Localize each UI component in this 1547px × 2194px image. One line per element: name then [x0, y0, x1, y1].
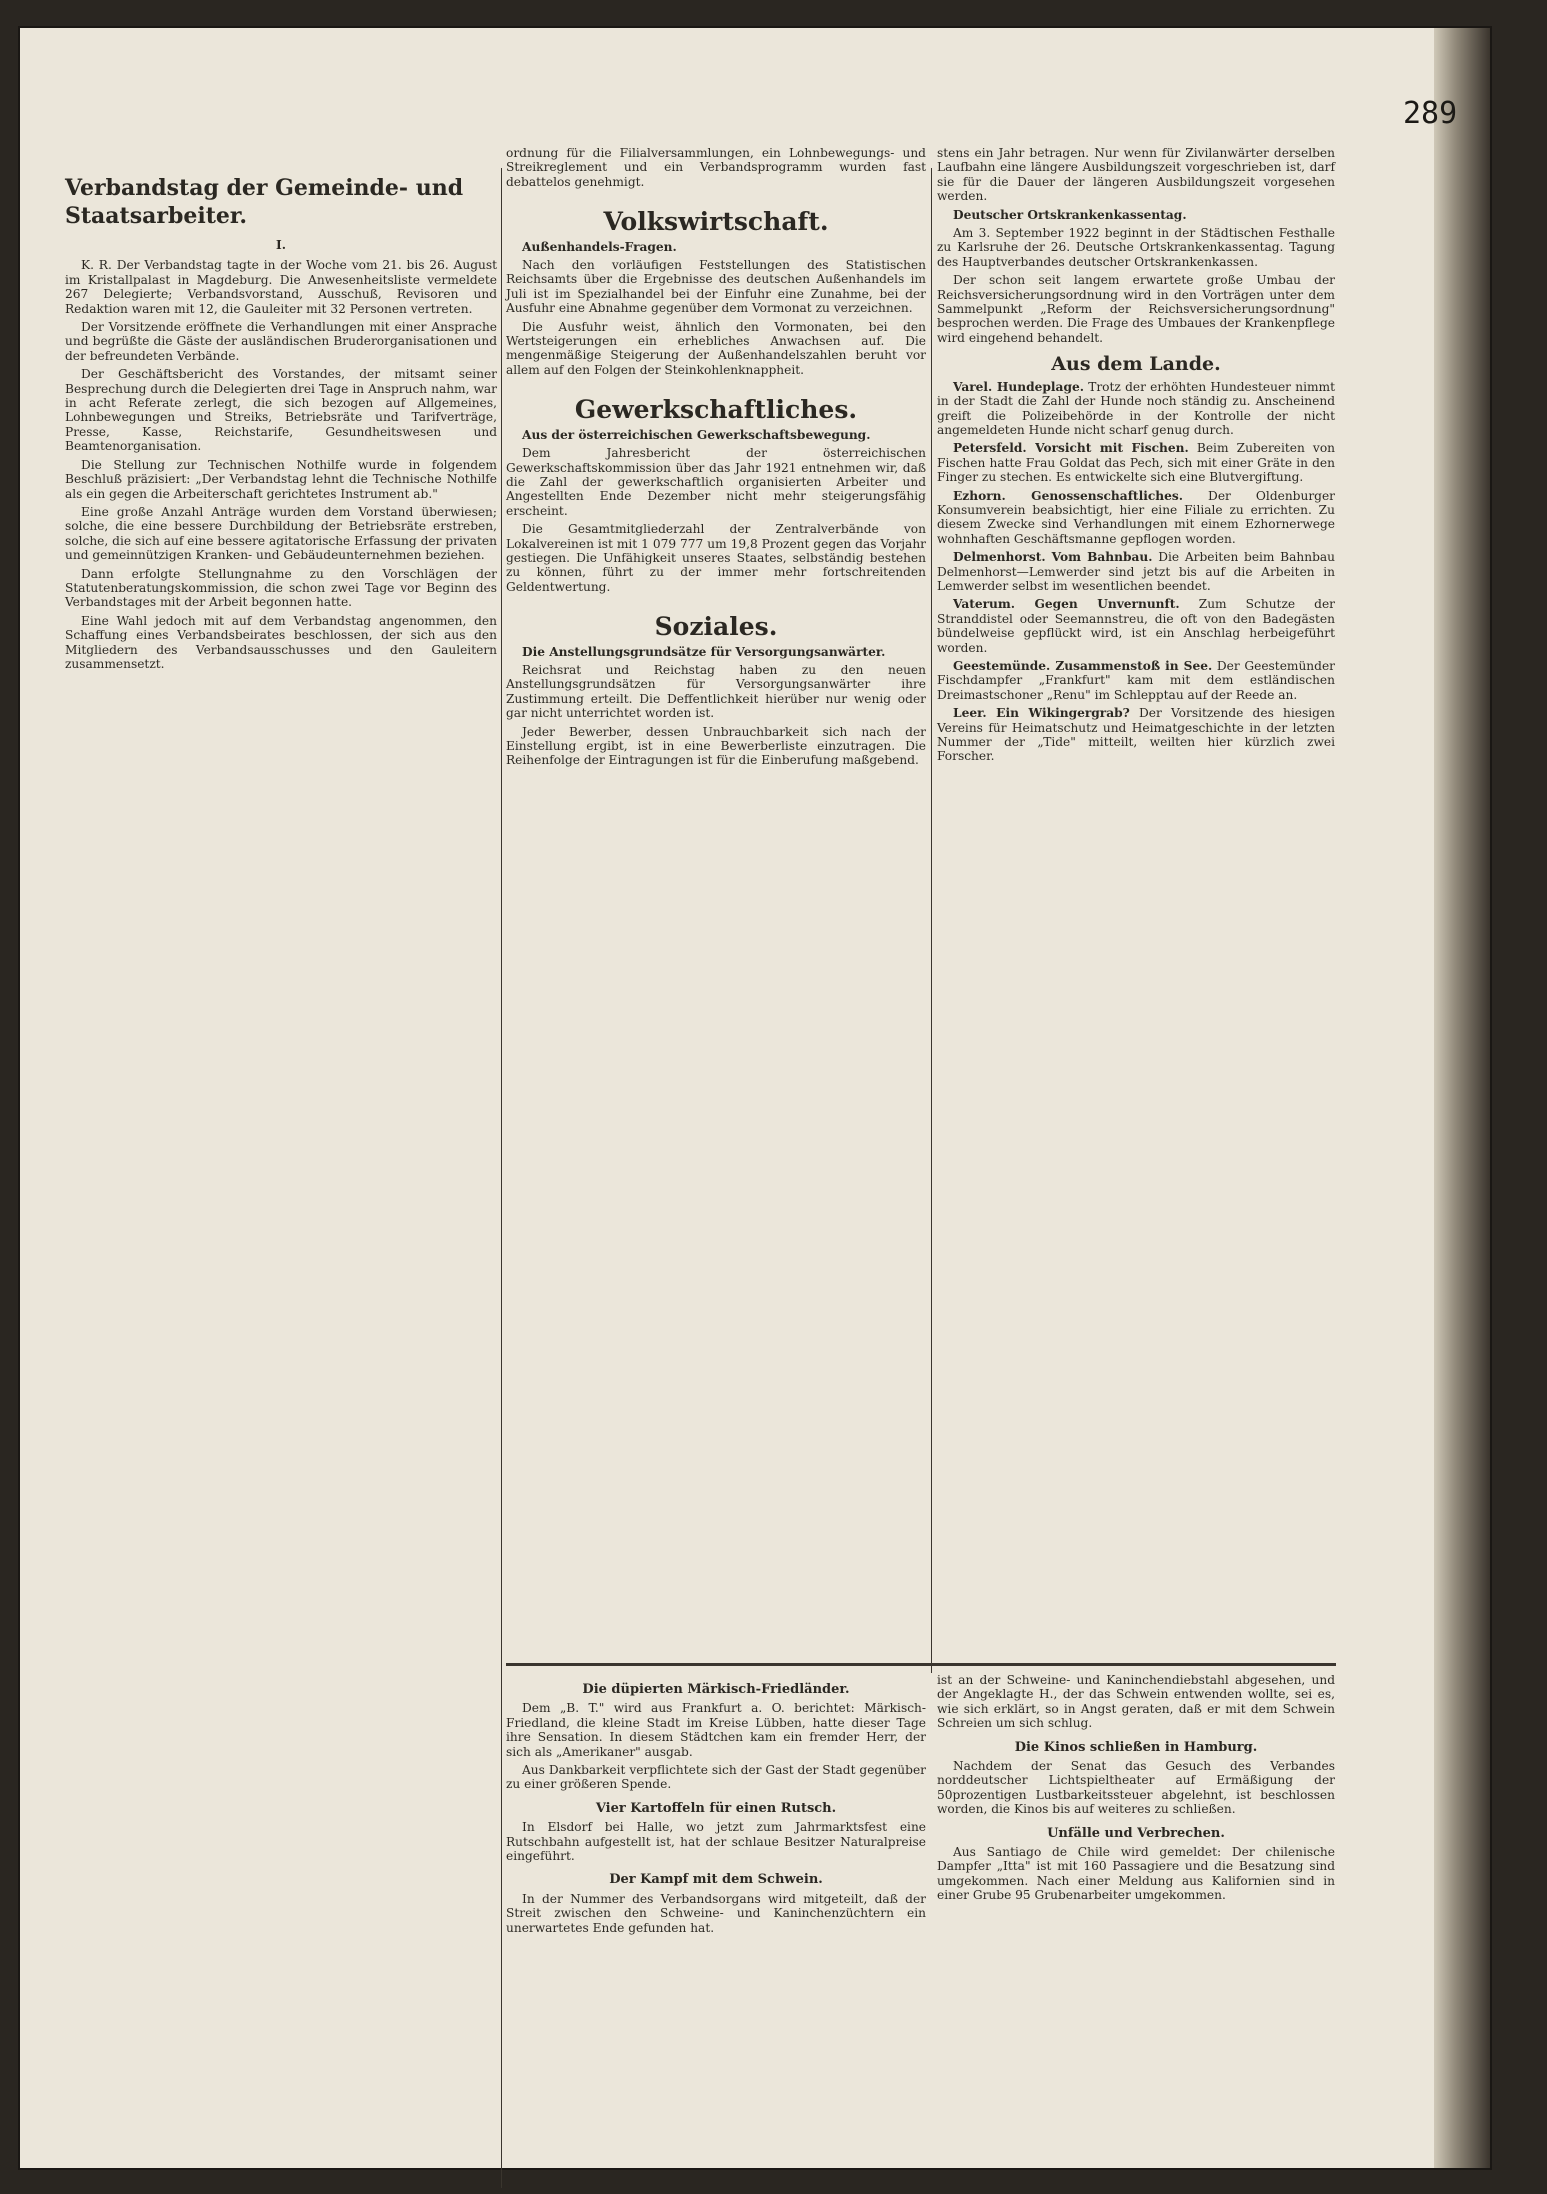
page-number: 289 [1403, 96, 1458, 131]
article-title: Vier Kartoffeln für einen Rutsch. [595, 1800, 837, 1816]
paragraph: In Elsdorf bei Halle, wo jetzt zum Jahrmarktsfest eine Rutschbahn aufgestellt ist, hat der schlaue Besitzer Naturalpreise eingeführt. [506, 1820, 926, 1864]
paragraph: Der Vorsitzende eröffnete die Verhandlungen mit einer Ansprache und begrüßte die Gäste der ausländischen Bruderorganisationen und der befreundeten Verbände. [65, 320, 497, 363]
local-lead: Petersfeld. Vorsicht mit Fischen. [953, 441, 1189, 456]
local-text: Der Geestemünder Fischdampfer „Frankfurt" kam mit dem estländischen Dreimastschoner „Renu" im Schlepptau auf der Reede an. [937, 659, 1335, 702]
column-2 [506, 146, 926, 772]
section-title-volkswirtschaft: Volkswirtschaft. [603, 207, 829, 237]
lower-column-2 [506, 1673, 926, 1939]
local-text: Beim Zubereiten von Fischen hatte Frau Goldat das Pech, sich mit einer Gräte in den Finger zu stechen. Es entwickelte sich eine Blutvergiftung. [937, 441, 1336, 485]
paragraph: Dann erfolgte Stellungnahme zu den Vorschlägen der Statutenberatungskommission, die schon zwei Tage vor Beginn des Verbandstages mit der Arbeit begonnen hatte. [65, 566, 497, 610]
local-lead: Varel. Hundeplage. [953, 379, 1084, 394]
column-3 [937, 146, 1335, 768]
local-text: Zum Schutze der Stranddistel oder Seemannstreu, die oft von den Badegästen bündelweise gepflückt wird, ist ein Anschlag herbeigeführt worden. [937, 597, 1335, 655]
local-lead: Leer. Ein Wikingergrab? [953, 706, 1130, 721]
paragraph: Jeder Bewerber, dessen Unbrauchbarkeit sich nach der Einstellung ergibt, ist in eine Bewerberliste einzutragen. Die Reihenfolge der Eintragungen ist für die Einberufung maßgebend. [506, 724, 926, 768]
paragraph: Die Gesamtmitgliederzahl der Zentralverbände von Lokalvereinen ist mit 1 079 777 um 19,8 Prozent gegen das Vorjahr gestiegen. Die Unfähigkeit unseres Staates, selbständig bestehen zu können, führt zu der immer mehr fortschreitenden Geldentwertung. [506, 522, 926, 594]
section-title-soziales: Soziales. [654, 612, 778, 642]
paragraph: Nachdem der Senat das Gesuch des Verbandes norddeutscher Lichtspieltheater auf Ermäßigung der 50prozentigen Lustbarkeitssteuer abgelehnt, ist beschlossen worden, die Kinos bis auf weiteres zu schließen. [937, 1759, 1335, 1817]
article-lead: Aus der österreichischen Gewerkschaftsbewegung. [522, 427, 871, 442]
local-text: Der Oldenburger Konsumverein beabsichtigt, hier eine Filiale zu errichten. Zu diesem Zwecke sind Verhandlungen mit einem Ezhornerwege wohnhaften Geschäftsmanne gepflogen worden. [937, 488, 1335, 546]
paragraph: ist an der Schweine- und Kaninchendiebstahl abgesehen, und der Angeklagte H., der das Schwein entwenden wollte, sei es, wie sich erklärt, so in Angst geraten, daß er mit dem Schwein Schreien um sich schlug. [937, 1673, 1335, 1731]
paragraph: stens ein Jahr betragen. Nur wenn für Zivilanwärter derselben Laufbahn eine längere Ausbildungszeit vorgeschrieben ist, darf sie für die Dauer der längeren Ausbildungszeit vorgesehen werden. [937, 146, 1335, 204]
paragraph: Der Geschäftsbericht des Vorstandes, der mitsamt seiner Besprechung durch die Delegierten drei Tage in Anspruch nahm, war in acht Referate zerlegt, die sich bezogen auf Allgemeines, Lohnbewegungen und Streiks, Betriebsräte und Tarifverträge, Presse, Kasse, Reichstarife, Gesundheitswesen und Beamtenorganisation. [65, 367, 497, 454]
paragraph: Nach den vorläufigen Feststellungen des Statistischen Reichsamts über die Ergebnisse des deutschen Außenhandels im Juli ist im Spezialhandel bei der Einfuhr eine Zunahme, bei der Ausfuhr eine Abnahme gegenüber dem Vormonat zu verzeichnen. [506, 258, 926, 316]
paragraph: Die Stellung zur Technischen Nothilfe wurde in folgendem Beschluß präzisiert: „Der Verbandstag lehnt die Technische Nothilfe als ein gegen die Arbeiterschaft gerichtetes Instrument ab." [65, 457, 497, 501]
paragraph: Reichsrat und Reichstag haben zu den neuen Anstellungsgrundsätzen für Versorgungsanwärter ihre Zustimmung erteilt. Die Deffentlichkeit hierüber nur wenig oder gar nicht unterrichtet worden ist. [506, 662, 926, 721]
section-number: I. [276, 238, 286, 252]
local-lead: Delmenhorst. Vom Bahnbau. [953, 550, 1153, 565]
local-lead: Vaterum. Gegen Unvernunft. [953, 597, 1180, 612]
paragraph: Die Ausfuhr weist, ähnlich den Vormonaten, bei den Wertsteigerungen ein erhebliches Anwachsen auf. Die mengenmäßige Steigerung der Außenhandelszahlen beruht vor allem auf den Folgen der Steinkohlenknappheit. [506, 319, 926, 377]
paragraph: Aus Santiago de Chile wird gemeldet: Der chilenische Dampfer „Itta" ist mit 160 Passagiere und die Besatzung sind umgekommen. Nach einer Meldung aus Kalifornien sind in einer Grube 95 Grubenarbeiter umgekommen. [937, 1845, 1335, 1903]
paragraph: Dem „B. T." wird aus Frankfurt a. O. berichtet: Märkisch-Friedland, die kleine Stadt im Kreise Lübben, hatte dieser Tage ihre Sensation. In diesem Städtchen kam ein fremder Herr, der sich als „Amerikaner" ausgab. [506, 1701, 926, 1759]
local-lead: Ezhorn. Genossenschaftliches. [953, 488, 1183, 503]
section-title-aus-dem-lande: Aus dem Lande. [1051, 353, 1221, 376]
paragraph: Am 3. September 1922 beginnt in der Städtischen Festhalle zu Karlsruhe der 26. Deutsche Ortskrankenkassentag. Tagung des Hauptverbandes deutscher Ortskrankenkassen. [937, 226, 1335, 269]
article-title: Die Kinos schließen in Hamburg. [1014, 1739, 1258, 1755]
section-divider [506, 1663, 1336, 1666]
article-lead: Deutscher Ortskrankenkassentag. [953, 207, 1187, 222]
article-lead: Die Anstellungsgrundsätze für Versorgungsanwärter. [522, 644, 886, 659]
local-text: Der Vorsitzende des hiesigen Vereins für Heimatschutz und Heimatgeschichte in der letzten Nummer der „Tide" mitteilt, weilten hier kürzlich zwei Forscher. [937, 706, 1335, 764]
paragraph: Dem Jahresbericht der österreichischen Gewerkschaftskommission über das Jahr 1921 entnehmen wir, daß die Zahl der gewerkschaftlich organisierten Arbeiter und Angestellten Ende Dezember nicht mehr steigerungsfähig erscheint. [506, 446, 926, 518]
column-1 [65, 146, 497, 675]
local-text: Die Arbeiten beim Bahnbau Delmenhorst—Lemwerder sind jetzt bis auf die Arbeiten in Lemwerder selbst im wesentlichen beendet. [937, 550, 1336, 593]
paragraph: In der Nummer des Verbandsorgans wird mitgeteilt, daß der Streit zwischen den Schweine- und Kaninchenzüchtern ein unerwartetes Ende gefunden hat. [506, 1891, 926, 1935]
column-divider [501, 168, 502, 2188]
book-binding [1434, 28, 1490, 2168]
paragraph: Eine Wahl jedoch mit auf dem Verbandstag angenommen, den Schaffung eines Verbandsbeirates beschlossen, der sich aus den Mitgliedern des Verbandsausschusses und den Gauleitern zusammensetzt. [65, 613, 497, 671]
local-text: Trotz der erhöhten Hundesteuer nimmt in der Stadt die Zahl der Hunde noch ständig zu. Anscheinend greift die Polizeibehörde in der Kontrolle der nicht angemeldeten Hunde nicht scharf genug durch. [937, 379, 1335, 437]
article-title: Unfälle und Verbrechen. [1047, 1825, 1225, 1841]
section-title-gewerkschaftliches: Gewerkschaftliches. [574, 395, 858, 425]
article-title: Der Kampf mit dem Schwein. [609, 1872, 823, 1888]
local-lead: Geestemünde. Zusammenstoß in See. [953, 659, 1213, 673]
column-divider [931, 168, 932, 1673]
paragraph: Eine große Anzahl Anträge wurden dem Vorstand überwiesen; solche, die eine bessere Durchbildung der Betriebsräte erstreben, solche, die sich auf eine bessere agitatorische Erfassung der privaten und gemeinnützigen Kranken- und Gebäudeunternehmen beziehen. [65, 504, 497, 563]
paragraph: Aus Dankbarkeit verpflichtete sich der Gast der Stadt gegenüber zu einer größeren Spende. [506, 1763, 926, 1792]
article-title: Die düpierten Märkisch-Friedländer. [582, 1682, 850, 1697]
newspaper-page [20, 28, 1490, 2168]
article-lead: Außenhandels-Fragen. [522, 239, 677, 254]
paragraph: K. R. Der Verbandstag tagte in der Woche vom 21. bis 26. August im Kristallpalast in Magdeburg. Die Anwesenheitsliste vermeldete 267 Delegierte; Verbandsvorstand, Ausschuß, Revisoren und Redaktion waren mit 12, die Gauleiter mit 32 Personen vertreten. [65, 258, 497, 316]
lower-column-3 [937, 1673, 1335, 1907]
paragraph: ordnung für die Filialversammlungen, ein Lohnbewegungs- und Streikreglement und ein Verbandsprogramm wurden fast debattelos genehmigt. [506, 146, 926, 189]
headline-verbandstag: Verbandstag der Gemeinde- und Staatsarbeiter. [65, 175, 464, 229]
paragraph: Der schon seit langem erwartete große Umbau der Reichsversicherungsordnung wird in den Vorträgen unter dem Sammelpunkt „Reform der Reichsversicherungsordnung" besprochen werden. Die Frage des Umbaues der Krankenpflege wird eingehend behandelt. [937, 273, 1335, 345]
